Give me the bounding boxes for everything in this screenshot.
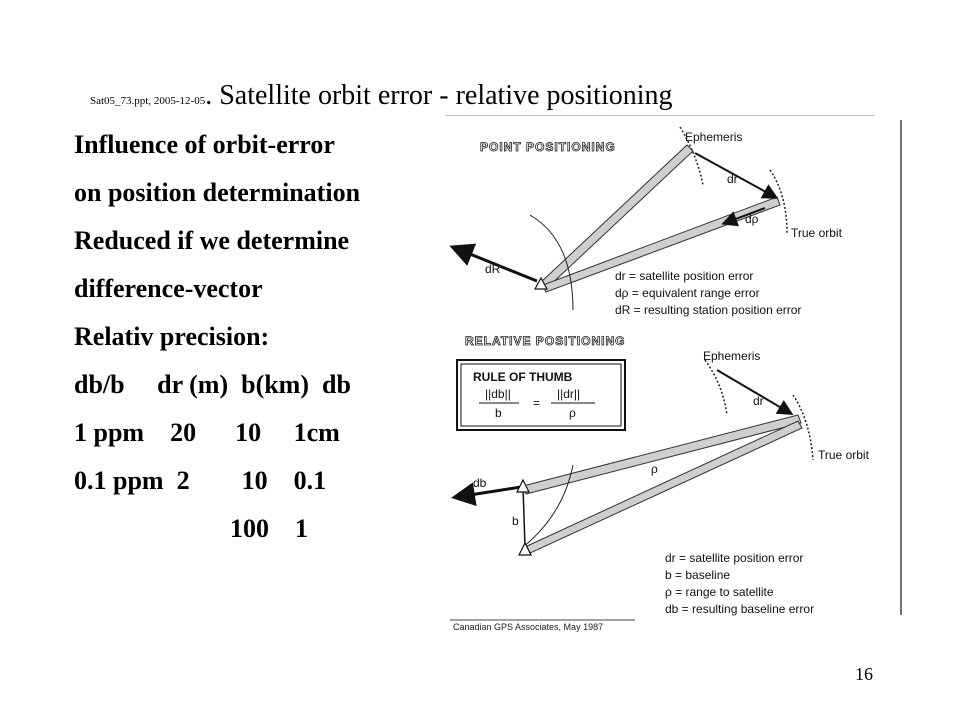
slide-title [90, 80, 673, 112]
bullet-line: on position determination [74, 178, 361, 207]
true-orbit-label: True orbit [791, 226, 842, 240]
title-separator: . [205, 80, 220, 111]
ephemeris-label-relative: Ephemeris [703, 349, 761, 363]
rule-b-denominator: b [495, 406, 502, 420]
db-label: db [473, 476, 487, 490]
table-row-line: 1 ppm 20 10 1cm [74, 418, 340, 447]
table-header-line: db/b dr (m) b(km) db [74, 370, 351, 399]
rule-dr-numerator: ||dr|| [557, 387, 581, 401]
point-positioning-heading: POINT POSITIONING [480, 140, 616, 154]
ephemeris-label: Ephemeris [685, 130, 743, 144]
rule-of-thumb-title: RULE OF THUMB [473, 370, 573, 384]
range-arc [530, 215, 573, 310]
relative-legend-line: ρ = range to satellite [665, 585, 774, 599]
source-reference: Sat05_73.ppt, 2005-12-05 [90, 95, 206, 107]
bullet-line: Influence of orbit-error [74, 130, 335, 159]
orbit-error-figure [435, 115, 903, 635]
title-text: Satellite orbit error - relative positioning [219, 80, 673, 111]
b-label: b [512, 514, 519, 528]
bullet-line: Relativ precision: [74, 322, 270, 351]
figure-svg [435, 115, 903, 635]
point-legend-line: dr = satellite position error [615, 269, 754, 283]
table-row-line: 100 1 [74, 514, 308, 543]
bullet-list [74, 127, 360, 559]
true-orbit-label-relative: True orbit [818, 448, 869, 462]
table-row-line: 0.1 ppm 2 10 0.1 [74, 466, 327, 495]
range-beam-true [540, 145, 693, 289]
bullet-line: difference-vector [74, 274, 263, 303]
dR-label: dR [485, 262, 501, 276]
rule-rho-denominator: ρ [569, 406, 576, 420]
baseline-line [523, 487, 525, 547]
rule-equals: = [533, 396, 541, 410]
rule-db-numerator: ||db|| [485, 387, 511, 401]
page-number: 16 [855, 664, 873, 684]
relative-positioning-heading: RELATIVE POSITIONING [465, 334, 626, 348]
range-beam-upper [523, 415, 801, 494]
figure-credit: Canadian GPS Associates, May 1987 [453, 622, 604, 632]
bullet-line: Reduced if we determine [74, 226, 350, 255]
ephemeris-orbit-arc-relative [705, 360, 727, 415]
drho-label: dρ [745, 212, 759, 226]
point-legend-line: dρ = equivalent range error [615, 286, 760, 300]
relative-legend-line: dr = satellite position error [665, 551, 804, 565]
dr-label-relative: dr [753, 394, 764, 408]
rho-label: ρ [651, 462, 658, 476]
relative-legend-line: b = baseline [665, 568, 731, 582]
relative-legend-line: db = resulting baseline error [665, 602, 815, 616]
dr-label: dr [727, 172, 738, 186]
point-legend-line: dR = resulting station position error [615, 303, 802, 317]
db-arrow [457, 487, 521, 497]
